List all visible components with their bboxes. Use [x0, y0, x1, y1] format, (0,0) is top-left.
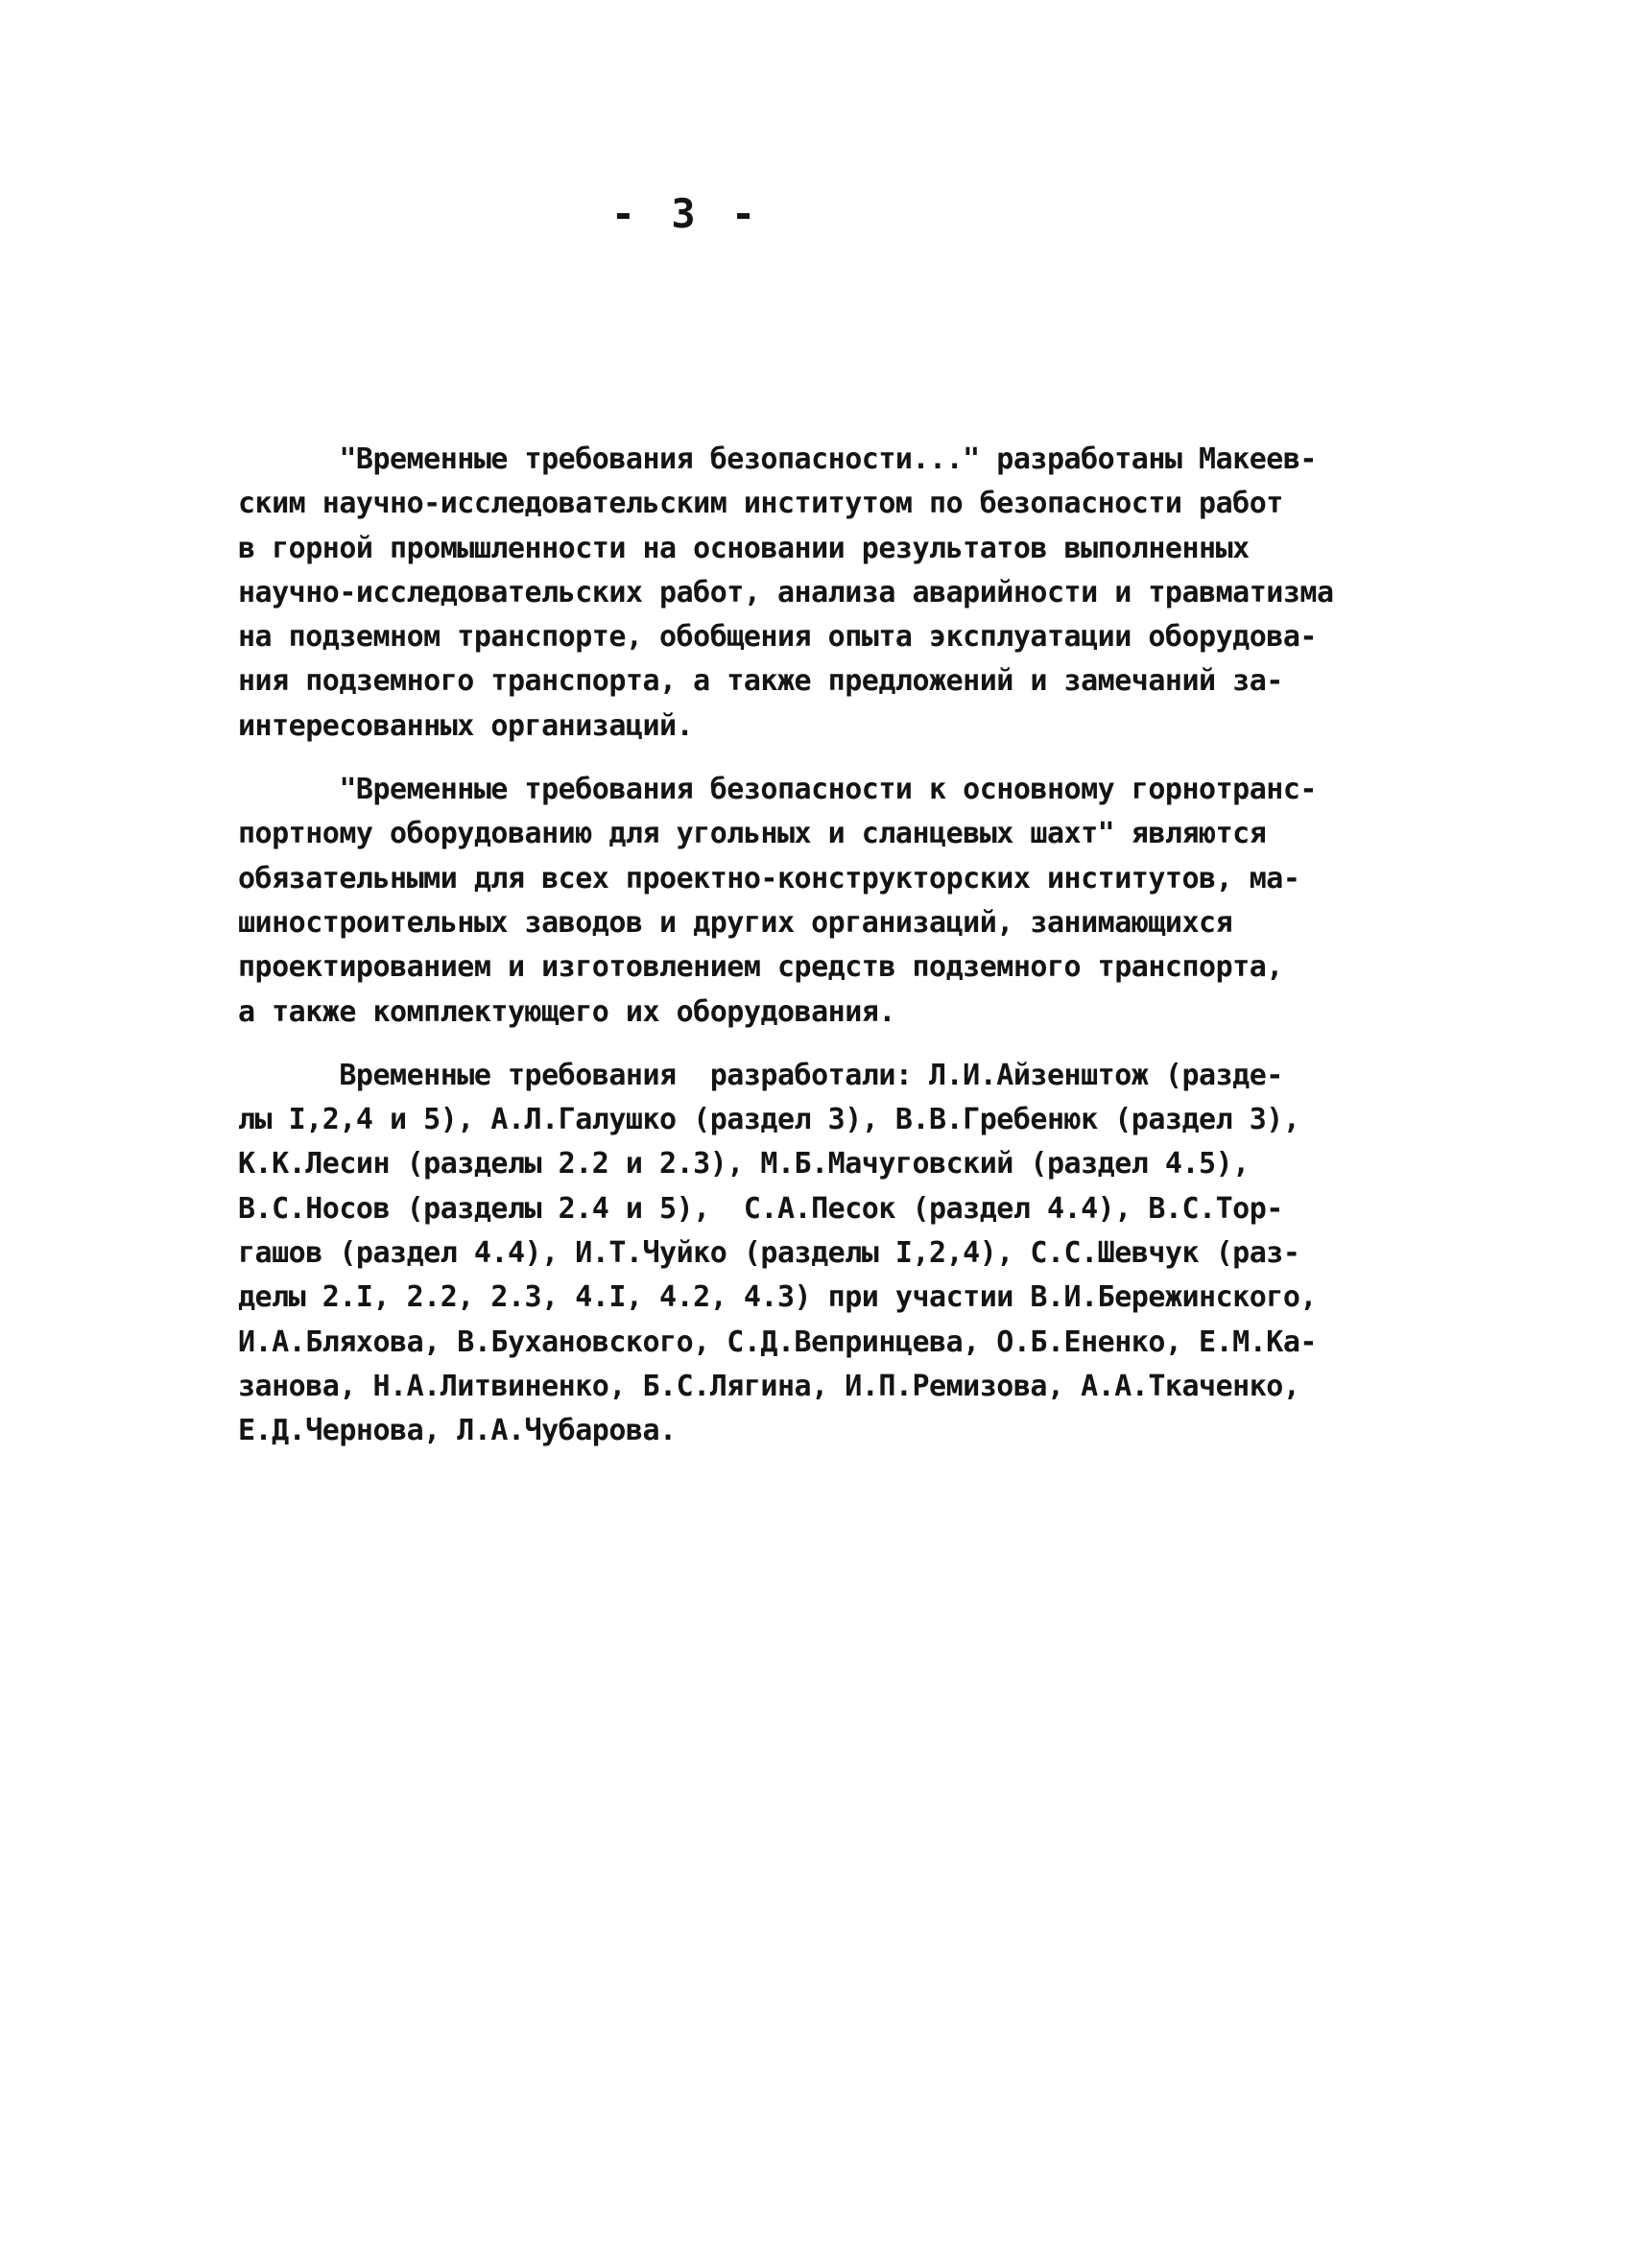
- text-line: шиностроительных заводов и других организаций, занимающихся: [238, 905, 1233, 940]
- text-line: В.С.Носов (разделы 2.4 и 5), С.А.Песок (раздел 4.4), В.С.Тор-: [238, 1191, 1283, 1226]
- paragraph-development: [238, 438, 1447, 749]
- text-line: К.К.Лесин (разделы 2.2 и 2.3), М.Б.Мачуговский (раздел 4.5),: [238, 1147, 1250, 1182]
- text-line: занова, Н.А.Литвиненко, Б.С.Лягина, И.П.Ремизова, А.А.Ткаченко,: [238, 1369, 1300, 1403]
- text-line: ским научно-исследовательским институтом по безопасности работ: [238, 487, 1283, 521]
- text-line: проектированием и изготовлением средств подземного транспорта,: [238, 950, 1283, 985]
- text-line: лы I,2,4 и 5), А.Л.Галушко (раздел 3), В.В.Гребенюк (раздел 3),: [238, 1103, 1300, 1137]
- text-line: "Временные требования безопасности..." разработаны Макеев-: [238, 442, 1317, 476]
- paragraph-obligation: [238, 768, 1447, 1035]
- text-line: гашов (раздел 4.4), И.Т.Чуйко (разделы I,2,4), С.С.Шевчук (раз-: [238, 1236, 1300, 1271]
- text-line: а также комплектующего их оборудования.: [238, 994, 895, 1029]
- text-line: "Временные требования безопасности к основному горнотранс-: [238, 773, 1317, 807]
- text-line: научно-исследовательских работ, анализа аварийности и травматизма: [238, 575, 1334, 609]
- text-line: И.А.Бляхова, В.Бухановского, С.Д.Вепринцева, О.Б.Ененко, Е.М.Ка-: [238, 1325, 1317, 1359]
- text-line: интересованных организаций.: [238, 708, 694, 743]
- text-line: Временные требования разработали: Л.И.Айзенштож (разде-: [238, 1058, 1283, 1092]
- text-line: портному оборудованию для угольных и сланцевых шахт" являются: [238, 817, 1267, 851]
- text-line: в горной промышленности на основании результатов выполненных: [238, 531, 1250, 565]
- page-number: - 3 -: [610, 190, 762, 237]
- paragraph-gap: [238, 1035, 1447, 1054]
- text-line: на подземном транспорте, обобщения опыта эксплуатации оборудова-: [238, 620, 1317, 655]
- text-line: Е.Д.Чернова, Л.А.Чубарова.: [238, 1414, 677, 1448]
- document-body: [238, 438, 1447, 1454]
- paragraph-gap: [238, 749, 1447, 768]
- paragraph-authors: [238, 1054, 1447, 1454]
- text-line: обязательными для всех проектно-конструкторских институтов, ма-: [238, 861, 1300, 895]
- text-line: делы 2.I, 2.2, 2.3, 4.I, 4.2, 4.3) при участии В.И.Бережинского,: [238, 1280, 1317, 1315]
- text-line: ния подземного транспорта, а также предложений и замечаний за-: [238, 664, 1283, 699]
